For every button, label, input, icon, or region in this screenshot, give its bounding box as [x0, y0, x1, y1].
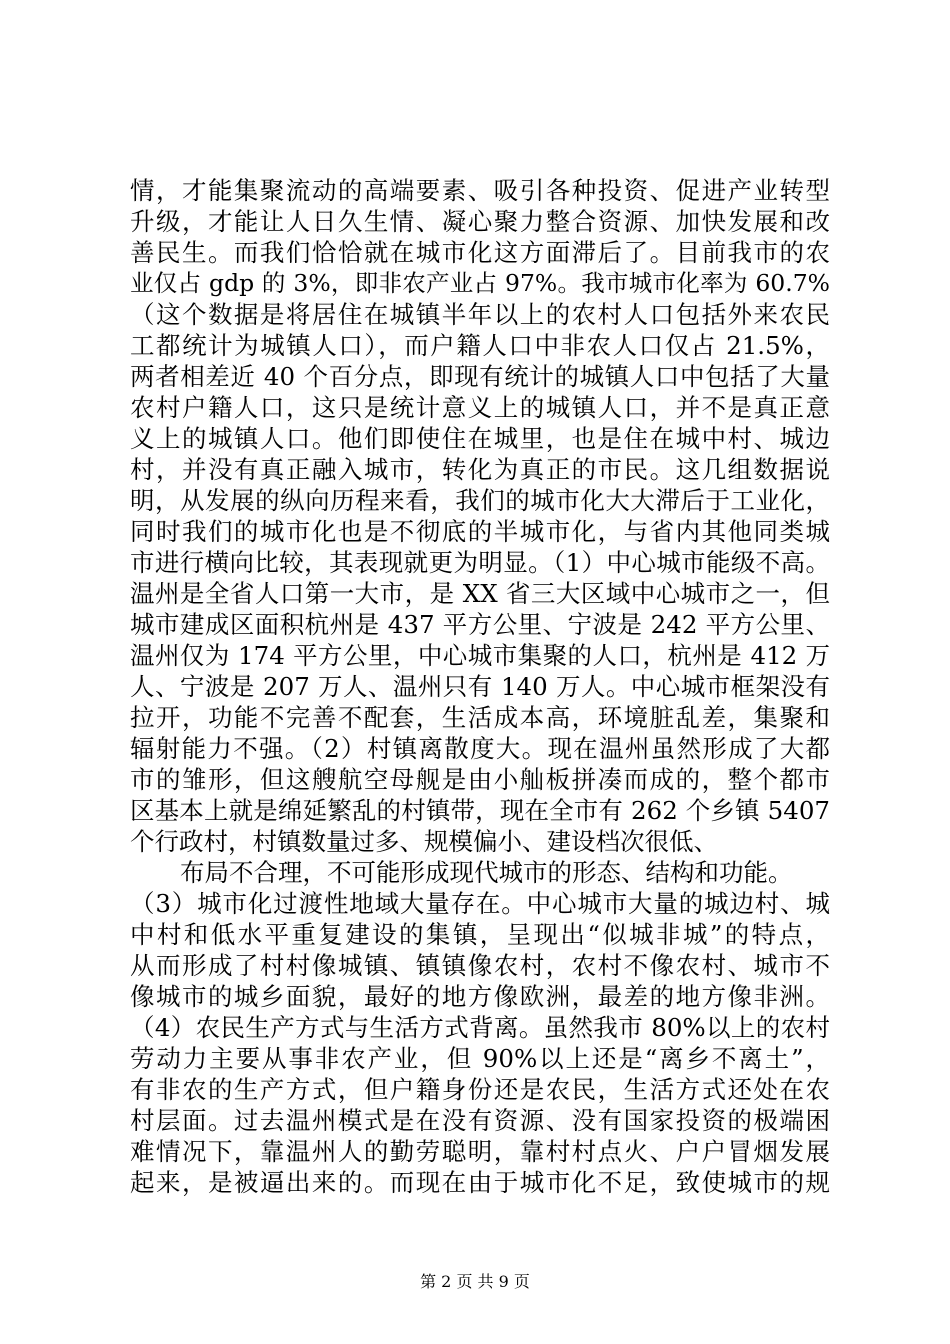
text-line: 布局不合理，不可能形成现代城市的形态、结构和功能。	[180, 858, 793, 887]
text-line: 市的雏形，但这艘航空母舰是由小舢板拼凑而成的，整个都市	[130, 765, 830, 794]
text-line: 中村和低水平重复建设的集镇，呈现出“似城非城”的特点，	[130, 920, 830, 949]
text-line: 情，才能集聚流动的高端要素、吸引各种投资、促进产业转型	[130, 176, 830, 205]
text-line: 起来，是被逼出来的。而现在由于城市化不足，致使城市的规	[130, 1168, 830, 1197]
paragraph-2	[130, 857, 830, 1198]
page-footer: 第 2 页 共 9 页	[420, 1272, 530, 1291]
text-line: 同时我们的城市化也是不彻底的半城市化，与省内其他同类城	[130, 517, 830, 546]
paragraph-1	[130, 175, 830, 857]
text-line: 像城市的城乡面貌，最好的地方像欧洲，最差的地方像非洲。	[130, 982, 830, 1011]
text-line: 明，从发展的纵向历程来看，我们的城市化大大滞后于工业化，	[130, 486, 830, 515]
text-line: 温州是全省人口第一大市，是 XX 省三大区域中心城市之一，但	[130, 579, 830, 608]
text-line: 善民生。而我们恰恰就在城市化这方面滞后了。目前我市的农	[130, 238, 830, 267]
text-line: （3）城市化过渡性地域大量存在。中心城市大量的城边村、城	[130, 889, 830, 918]
text-line: 区基本上就是绵延繁乱的村镇带，现在全市有 262 个乡镇 5407	[130, 796, 830, 825]
text-line: 个行政村，村镇数量过多、规模偏小、建设档次很低、	[130, 827, 718, 856]
text-line: 市进行横向比较，其表现就更为明显。（1）中心城市能级不高。	[130, 548, 830, 577]
body-text	[130, 175, 830, 1198]
text-line: 两者相差近 40 个百分点，即现有统计的城镇人口中包括了大量	[130, 362, 830, 391]
text-line: 工都统计为城镇人口），而户籍人口中非农人口仅占 21.5%，	[130, 331, 830, 360]
text-line: 辐射能力不强。（2）村镇离散度大。现在温州虽然形成了大都	[130, 734, 830, 763]
text-line: 升级，才能让人日久生情、凝心聚力整合资源、加快发展和改	[130, 207, 830, 236]
text-line: （这个数据是将居住在城镇半年以上的农村人口包括外来农民	[130, 300, 830, 329]
text-line: 难情况下，靠温州人的勤劳聪明，靠村村点火、户户冒烟发展	[130, 1137, 830, 1166]
text-line: 人、宁波是 207 万人、温州只有 140 万人。中心城市框架没有	[130, 672, 830, 701]
text-line: 业仅占 gdp 的 3%，即非农产业占 97%。我市城市化率为 60.7%	[130, 269, 830, 297]
text-line: 从而形成了村村像城镇、镇镇像农村，农村不像农村、城市不	[130, 951, 830, 980]
text-line: 拉开，功能不完善不配套，生活成本高，环境脏乱差，集聚和	[130, 703, 830, 732]
text-line: 城市建成区面积杭州是 437 平方公里、宁波是 242 平方公里、	[130, 610, 830, 639]
text-line: （4）农民生产方式与生活方式背离。虽然我市 80%以上的农村	[130, 1013, 830, 1042]
text-line: 村层面。过去温州模式是在没有资源、没有国家投资的极端困	[130, 1106, 830, 1135]
text-line: 劳动力主要从事非农产业，但 90%以上还是“离乡不离土”，	[130, 1044, 830, 1073]
text-line: 义上的城镇人口。他们即使住在城里，也是住在城中村、城边	[130, 424, 830, 453]
text-line: 有非农的生产方式，但户籍身份还是农民，生活方式还处在农	[130, 1075, 830, 1104]
text-line: 温州仅为 174 平方公里，中心城市集聚的人口，杭州是 412 万	[130, 641, 830, 670]
text-line: 村，并没有真正融入城市，转化为真正的市民。这几组数据说	[130, 455, 830, 484]
text-line: 农村户籍人口，这只是统计意义上的城镇人口，并不是真正意	[130, 393, 830, 422]
